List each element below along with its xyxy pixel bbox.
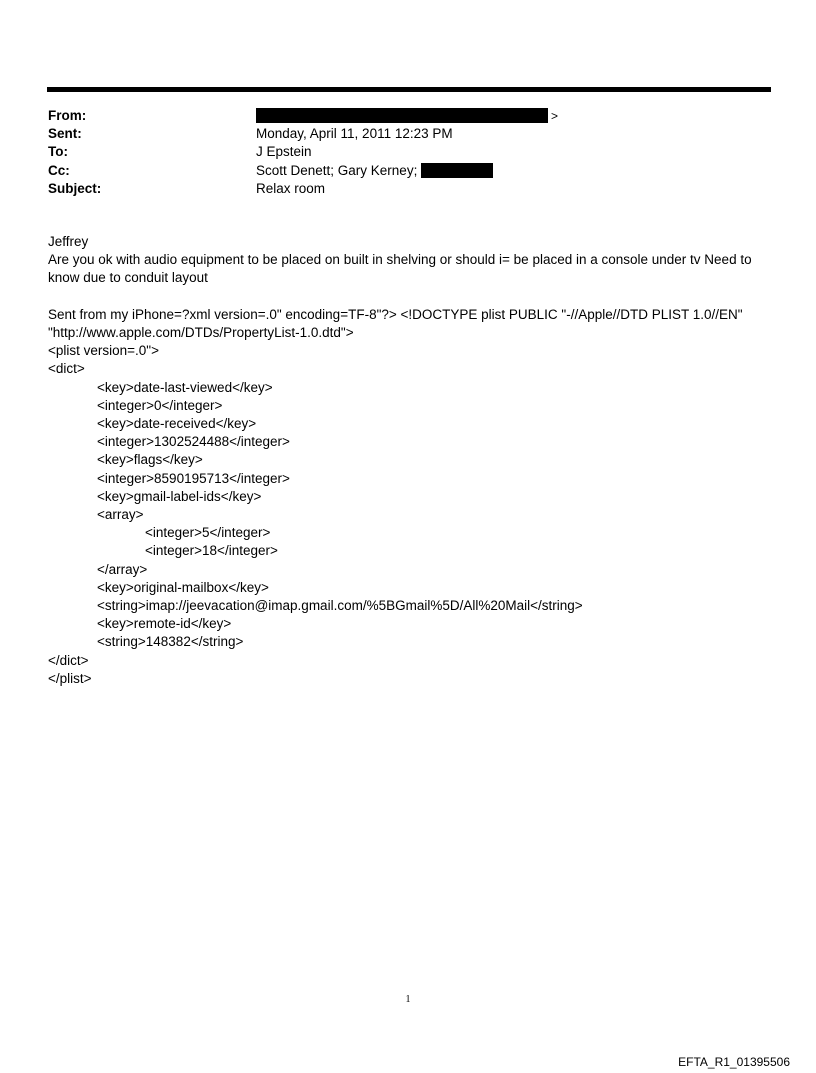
plist-key: <key>gmail-label-ids</key> — [97, 488, 262, 504]
to-value: J Epstein — [256, 144, 312, 160]
subject-row — [48, 180, 768, 198]
plist-string: <string>148382</string> — [97, 634, 244, 650]
message-line: Are you ok with audio equipment to be placed on built in shelving or should i= be placed in a console under tv Need to — [48, 252, 752, 268]
signature-line: Sent from my iPhone=?xml version=.0" encoding=TF-8"?> <!DOCTYPE plist PUBLIC "-//Apple//DTD PLIST 1.0//EN" — [48, 306, 743, 322]
plist-array-integer: <integer>18</integer> — [145, 543, 278, 559]
from-value — [256, 107, 558, 125]
dict-open: <dict> — [48, 361, 85, 377]
plist-open: <plist version=.0"> — [48, 343, 159, 359]
from-label: From: — [48, 108, 87, 123]
plist-integer: <integer>8590195713</integer> — [97, 470, 290, 486]
greeting: Jeffrey — [48, 234, 89, 249]
to-row — [48, 143, 768, 161]
plist-integer: <integer>1302524488</integer> — [97, 434, 290, 450]
plist-key: <key>flags</key> — [97, 452, 203, 468]
plist-key: <key>remote-id</key> — [97, 616, 232, 632]
plist-array-open: <array> — [97, 507, 144, 523]
plist-key: <key>date-last-viewed</key> — [97, 379, 273, 395]
email-body — [48, 233, 768, 688]
plist-key: <key>date-received</key> — [97, 416, 257, 432]
from-row — [48, 107, 768, 125]
cc-label: Cc: — [48, 162, 70, 178]
subject-value: Relax room — [256, 180, 326, 196]
document-id: EFTA_R1_01395506 — [678, 1055, 790, 1069]
cc-recipients: Scott Denett; Gary Kerney; — [256, 162, 418, 178]
plist-string: <string>imap://jeevacation@imap.gmail.com/%5BGmail%5D/All%20Mail</string> — [97, 598, 583, 614]
subject-label: Subject: — [48, 180, 102, 196]
sent-value: Monday, April 11, 2011 12:23 PM — [256, 126, 453, 142]
page-number: 1 — [405, 994, 411, 1005]
dict-close: </dict> — [48, 652, 89, 668]
cc-row — [48, 162, 768, 180]
cc-value — [256, 162, 493, 180]
sent-label: Sent: — [48, 126, 82, 142]
plist-integer: <integer>0</integer> — [97, 397, 223, 413]
redaction-box — [421, 163, 493, 178]
message-line: know due to conduit layout — [48, 270, 208, 286]
email-header — [48, 107, 768, 198]
header-rule — [47, 87, 771, 92]
plist-array-close: </array> — [97, 561, 148, 577]
plist-array-integer: <integer>5</integer> — [145, 525, 271, 541]
to-label: To: — [48, 144, 68, 160]
from-suffix: > — [551, 109, 559, 123]
sent-row — [48, 125, 768, 143]
blank-line — [48, 288, 768, 306]
plist-key: <key>original-mailbox</key> — [97, 579, 269, 595]
redaction-box — [256, 108, 548, 123]
signature-line: "http://www.apple.com/DTDs/PropertyList-1.0.dtd"> — [48, 325, 354, 340]
plist-close: </plist> — [48, 670, 92, 686]
